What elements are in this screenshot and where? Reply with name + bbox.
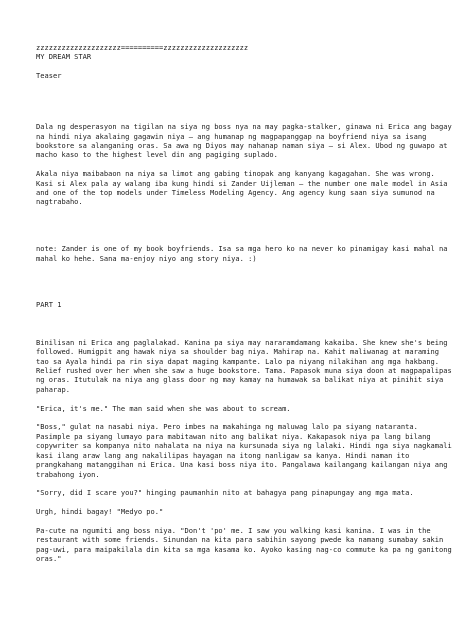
part-paragraph-3: "Boss," gulat na nasabi niya. Pero imbes na makahinga ng maluwag lalo pa siyang nataranta. Pasimple pa siyang lumayo para mabitawan nito ang balikat niya. Kakapasok niya pa lang bilang copywriter sa kompanya nito nahalata na niya na kursunada siya ng lalaki. Hindi nga siya nagkamali kasi ilang araw lang ang nakalilipas hayagan na itong nanligaw sa kanya. Hindi naman ito prangkahang matanggihan ni Erica. Una kasi boss niya ito. Pangalawa kailangang kailangan niya ang trabahong iyon. (36, 422, 457, 479)
part-paragraph-2: "Erica, it's me." The man said when she was about to scream. (36, 403, 291, 413)
author-note: note: Zander is one of my book boyfriends. Isa sa mga hero ko na never ko pinamigay kasi mahal na mahal ko hehe. Sana ma-enjoy niyo ang story niya. :) (36, 244, 452, 263)
teaser-paragraph-1: Dala ng desperasyon na tigilan na siya ng boss nya na may pagka-stalker, ginawa ni Erica ang bagay na hindi niya akalaing gagawin niya – ang humanap ng magpapanggap na boyfriend niya sa isang bookstore sa alanganing oras. Sa awa ng Diyos may nahanap naman siya – si Alex. Ubod ng guwapo at macho kaso to the highest level din ang pagiging suplado. (36, 122, 457, 160)
story-title: MY DREAM STAR (36, 52, 92, 62)
teaser-heading: Teaser (36, 70, 62, 80)
part-heading: PART 1 (36, 300, 62, 310)
part-paragraph-5: Urgh, hindi bagay! "Medyo po." (36, 507, 164, 517)
separator-line: zzzzzzzzzzzzzzzzzzzz==========zzzzzzzzzzzzzzzzzzzz (36, 43, 249, 52)
teaser-paragraph-2: Akala niya maibabaon na niya sa limot ang gabing tinopak ang kanyang kagagahan. She was wrong. Kasi si Alex pala ay walang iba kung hindi si Zander Uijleman – the number one male model in Asia and one of the top models under Timeless Modeling Agency. Ang agency kung saan siya sumunod na nagtrabaho. (36, 169, 452, 207)
part-paragraph-1: Binilisan ni Erica ang paglalakad. Kanina pa siya may nararamdamang kakaiba. She knew she's being followed. Humigpit ang hawak niya sa shoulder bag niya. Mahirap na. Kahit maliwanag at maraming tao sa Ayala hindi pa rin siya dapat maging kampante. Lalo pa niyang nilakihan ang mga hakbang. Relief rushed over her when she saw a huge bookstore. Tama. Papasok muna siya doon at magpapalipas ng oras. Itutulak na niya ang glass door ng may kamay na humawak sa balikat niya at pinihit siya paharap. (36, 337, 457, 394)
part-paragraph-4: "Sorry, did I scare you?" hinging paumanhin nito at bahagya pang pinapungay ang mga mata. (36, 488, 414, 498)
part-paragraph-6: Pa-cute na ngumiti ang boss niya. "Don't 'po' me. I saw you walking kasi kanina. I was in the restaurant with some friends. Sinundan na kita para sabihin sayong pwede ka namang sumabay sakin pag-uwi, para maipakilala din kita sa mga kasama ko. Ayoko kasing nag-co commute ka pa ng ganitong oras." (36, 525, 457, 564)
